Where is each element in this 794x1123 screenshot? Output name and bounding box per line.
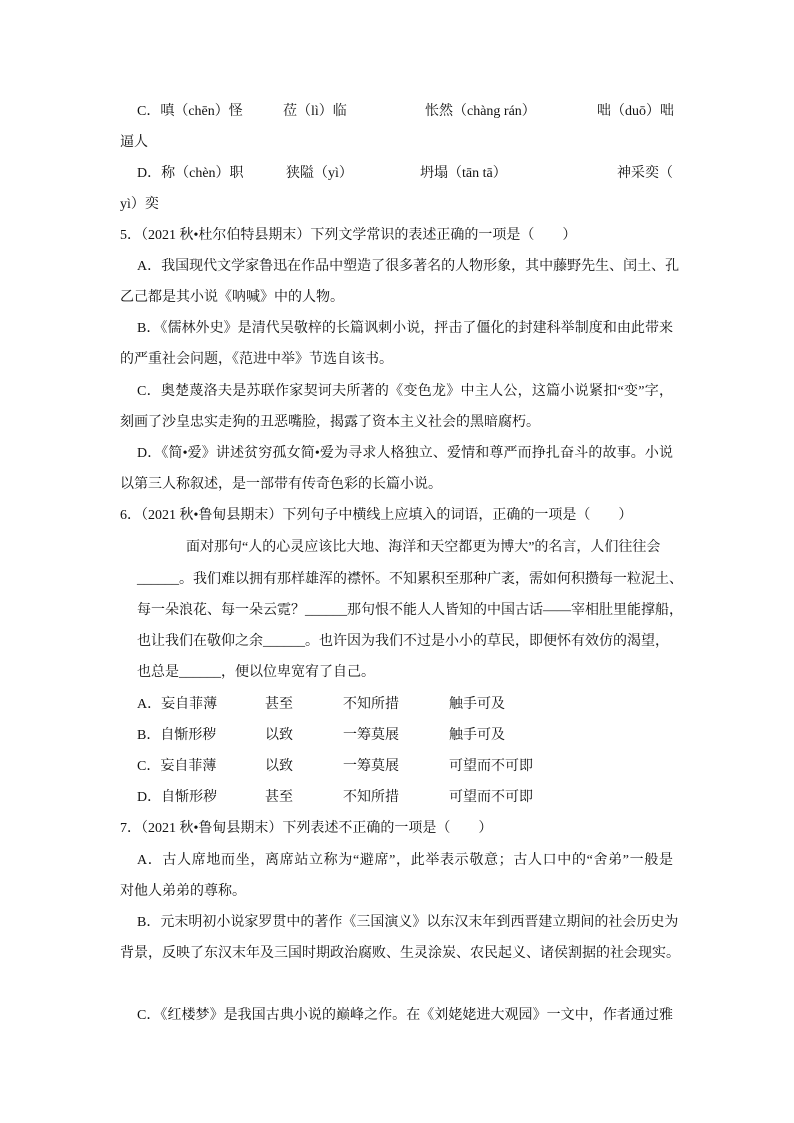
question-4-option-c-word-1: C．嗔（chēn）怪: [137, 104, 243, 119]
question-6-option-b-word-1: B．自惭形秽: [137, 728, 217, 743]
question-6-option-d-word-2: 甚至: [265, 790, 293, 805]
question-6-option-b-word-3: 一筹莫展: [343, 728, 399, 743]
question-4-option-d-word-2: 狭隘（yì）: [286, 166, 353, 181]
question-6-option-c-word-1: C．妄自菲薄: [137, 759, 217, 774]
question-7-option-a-line-2: 对他人弟弟的尊称。: [120, 884, 246, 899]
question-5-option-a-line-2: 乙己都是其小说《呐喊》中的人物。: [120, 290, 344, 305]
question-7-option-b-line-1: B．元末明初小说家罗贯中的著作《三国演义》以东汉末年到西晋建立期间的社会历史为: [137, 915, 679, 930]
question-7-stem: 7．（2021 秋•鲁甸县期末）下列表述不正确的一项是（ ）: [120, 821, 493, 836]
question-6-passage-line-4: 也让我们在敬仰之余______。也许因为我们不过是小小的草民，即便怀有效仿的渴望，: [137, 634, 669, 649]
question-4-option-d-word-1: D．称（chèn）职: [137, 166, 244, 181]
question-4-option-d-word-3: 坍塌（tān tā）: [420, 166, 507, 181]
question-4-option-d-continuation: yì）奕: [120, 197, 159, 212]
question-7-option-c-line-1: C．《红楼梦》是我国古典小说的巅峰之作。在《刘姥姥进大观园》一文中，作者通过雅: [137, 1008, 673, 1023]
question-6-option-a-word-4: 触手可及: [449, 697, 505, 712]
question-6-passage-line-5: 也总是______，便以位卑宽宥了自己。: [137, 665, 375, 680]
question-6-passage-line-1: 面对那句“人的心灵应该比大地、海洋和天空都更为博大”的名言，人们往往会: [186, 540, 661, 555]
question-6-stem: 6．（2021 秋•鲁甸县期末）下列句子中横线上应填入的词语，正确的一项是（ ）: [120, 508, 633, 523]
question-5-option-b-line-2: 的严重社会问题，《范进中举》节选自该书。: [120, 352, 393, 367]
question-4-option-c-word-3: 怅然（chàng rán）: [425, 104, 536, 119]
question-4-option-c-continuation: 逼人: [120, 135, 148, 150]
question-6-option-a-word-3: 不知所措: [343, 697, 399, 712]
question-6-option-c-word-3: 一筹莫展: [343, 759, 399, 774]
question-6-option-a-word-1: A．妄自菲薄: [137, 697, 218, 712]
question-6-option-c-word-2: 以致: [265, 759, 293, 774]
question-6-option-d-word-1: D．自惭形秽: [137, 790, 218, 805]
question-6-option-d-word-3: 不知所措: [343, 790, 399, 805]
question-5-option-b-line-1: B．《儒林外史》是清代吴敬梓的长篇讽刺小说，抨击了僵化的封建科举制度和由此带来: [137, 321, 673, 336]
question-4-option-c-word-2: 莅（lì）临: [283, 104, 347, 119]
question-6-option-b-word-2: 以致: [265, 728, 293, 743]
question-6-option-b-word-4: 触手可及: [449, 728, 505, 743]
question-5-option-a-line-1: A．我国现代文学家鲁迅在作品中塑造了很多著名的人物形象，其中藤野先生、闰土、孔: [137, 259, 680, 274]
question-5-stem: 5．（2021 秋•杜尔伯特县期末）下列文学常识的表述正确的一项是（ ）: [120, 228, 577, 243]
question-5-option-c-line-1: C．奥楚蔑洛夫是苏联作家契诃夫所著的《变色龙》中主人公，这篇小说紧扣“变”字，: [137, 384, 673, 399]
question-5-option-c-line-2: 刻画了沙皇忠实走狗的丑恶嘴脸，揭露了资本主义社会的黑暗腐朽。: [120, 415, 540, 430]
question-6-option-d-word-4: 可望而不可即: [449, 790, 533, 805]
question-4-option-d-word-4: 神采奕（: [617, 166, 673, 181]
question-5-option-d-line-1: D．《简•爱》讲述贫穷孤女简•爱为寻求人格独立、爱情和尊严而挣扎奋斗的故事。小说: [137, 446, 673, 461]
question-5-option-d-line-2: 以第三人称叙述，是一部带有传奇色彩的长篇小说。: [120, 477, 442, 492]
question-6-option-a-word-2: 甚至: [265, 697, 293, 712]
question-4-option-c-word-4: 咄（duō）咄: [597, 104, 674, 119]
question-6-option-c-word-4: 可望而不可即: [449, 759, 533, 774]
question-7-option-a-line-1: A．古人席地而坐，离席站立称为“避席”，此举表示敬意；古人口中的“舍弟”一般是: [137, 853, 673, 868]
question-6-passage-line-2: ______。我们难以拥有那样雄浑的襟怀。不知累积至那种广袤，需如何积攒每一粒泥土、: [137, 572, 683, 587]
question-7-option-b-line-2: 背景，反映了东汉末年及三国时期政治腐败、生灵涂炭、农民起义、诸侯割据的社会现实。: [120, 946, 680, 961]
question-6-passage-line-3: 每一朵浪花、每一朵云霓？______那句恨不能人人皆知的中国古话——宰相肚里能撑船，: [137, 603, 683, 618]
